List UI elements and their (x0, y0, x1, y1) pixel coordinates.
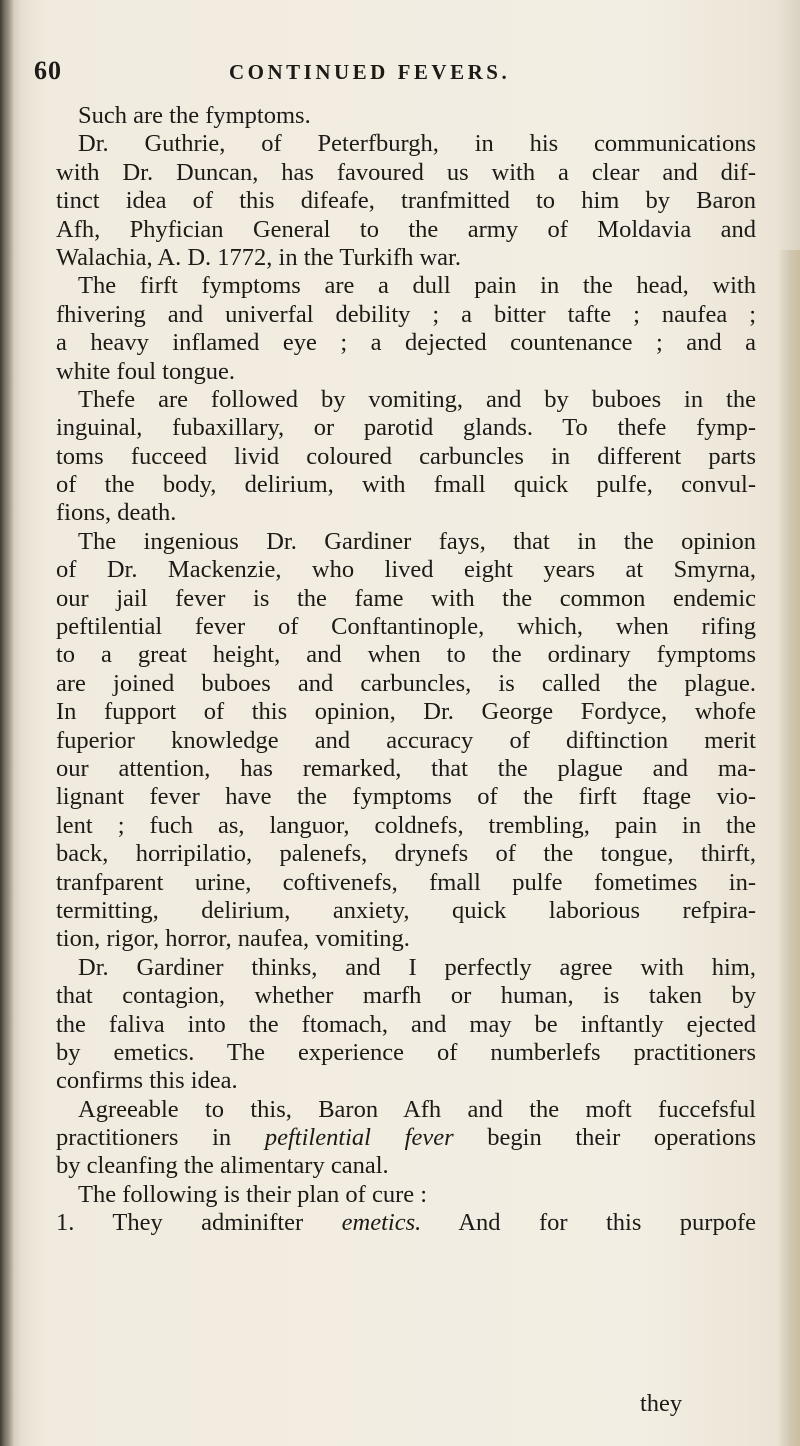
text-line: tranfparent urine, coftivenefs, fmall pulfe fometimes in- (56, 868, 756, 896)
text-line: of the body, delirium, with fmall quick pulfe, convul- (56, 471, 756, 499)
text-line: fuperior knowledge and accuracy of diftinction merit (56, 726, 756, 754)
text-line: our jail fever is the fame with the common endemic (56, 584, 756, 612)
text-segment: begin their operations (453, 1124, 756, 1152)
text-line: toms fucceed livid coloured carbuncles in different parts (56, 442, 756, 470)
text-line: tinct idea of this difeafe, tranfmitted to him by Baron (56, 187, 756, 215)
text-line: by emetics. The experience of numberlefs practitioners (56, 1038, 756, 1066)
page-edge-discoloration (778, 250, 800, 1446)
text-line: are joined buboes and carbuncles, is called the plague. (56, 669, 756, 697)
text-line (56, 1124, 756, 1152)
text-line: of Dr. Mackenzie, who lived eight years at Smyrna, (56, 556, 756, 584)
text-line: termitting, delirium, anxiety, quick laborious refpira- (56, 896, 756, 924)
text-line: lent ; fuch as, languor, coldnefs, trembling, pain in the (56, 811, 756, 839)
text-line: inguinal, fubaxillary, or parotid glands. To thefe fymp- (56, 414, 756, 442)
italic-term: emetics. (341, 1209, 422, 1237)
text-line: Afh, Phyfician General to the army of Moldavia and (56, 215, 756, 243)
text-line: The firft fymptoms are a dull pain in the head, with (78, 272, 756, 300)
text-segment: And for this purpofe (421, 1209, 756, 1237)
text-line: Dr. Guthrie, of Peterfburgh, in his communications (78, 130, 756, 158)
text-line: peftilential fever of Conftantinople, which, when rifing (56, 613, 756, 641)
text-line: Such are the fymptoms. (78, 102, 311, 129)
text-line: The following is their plan of cure : (78, 1180, 428, 1208)
text-segment: practitioners in (56, 1124, 265, 1152)
text-line: to a great height, and when to the ordinary fymptoms (56, 641, 756, 669)
text-line: fhivering and univerfal debility ; a bitter tafte ; naufea ; (56, 300, 756, 328)
text-line: fions, death. (56, 499, 177, 527)
text-line: In fupport of this opinion, Dr. George Fordyce, whofe (56, 698, 756, 726)
text-line: our attention, has remarked, that the plague and ma- (56, 754, 756, 782)
body-text (56, 102, 756, 1238)
text-line: that contagion, whether marfh or human, is taken by (56, 982, 756, 1010)
text-line: a heavy inflamed eye ; a dejected countenance ; and a (56, 329, 756, 357)
text-line: tion, rigor, horror, naufea, vomiting. (56, 925, 410, 953)
text-line: lignant fever have the fymptoms of the firft ftage vio- (56, 783, 756, 811)
text-line: Agreeable to this, Baron Afh and the moft fuccefsful (78, 1095, 756, 1123)
catchword: they (640, 1390, 683, 1417)
page-number: 60 (34, 56, 62, 85)
text-line (56, 1209, 756, 1237)
text-line: the faliva into the ftomach, and may be inftantly ejected (56, 1010, 756, 1038)
text-line: Thefe are followed by vomiting, and by buboes in the (78, 385, 756, 413)
italic-term: peftilential fever (264, 1124, 454, 1152)
binding-gutter-shadow (0, 0, 14, 1446)
text-line: back, horripilatio, palenefs, drynefs of the tongue, thirft, (56, 840, 756, 868)
text-line: The ingenious Dr. Gardiner fays, that in the opinion (78, 527, 756, 555)
running-title: CONTINUED FEVERS. (229, 60, 511, 84)
text-line: Walachia, A. D. 1772, in the Turkifh war. (56, 243, 461, 271)
text-line: white foul tongue. (56, 357, 235, 385)
text-line: confirms this idea. (56, 1067, 238, 1095)
text-segment: 1. They adminifter (56, 1209, 342, 1237)
text-line: by cleanfing the alimentary canal. (56, 1152, 389, 1180)
page-header (34, 56, 754, 96)
text-line: with Dr. Duncan, has favoured us with a clear and dif- (56, 158, 756, 186)
text-line: Dr. Gardiner thinks, and I perfectly agree with him, (78, 953, 756, 981)
